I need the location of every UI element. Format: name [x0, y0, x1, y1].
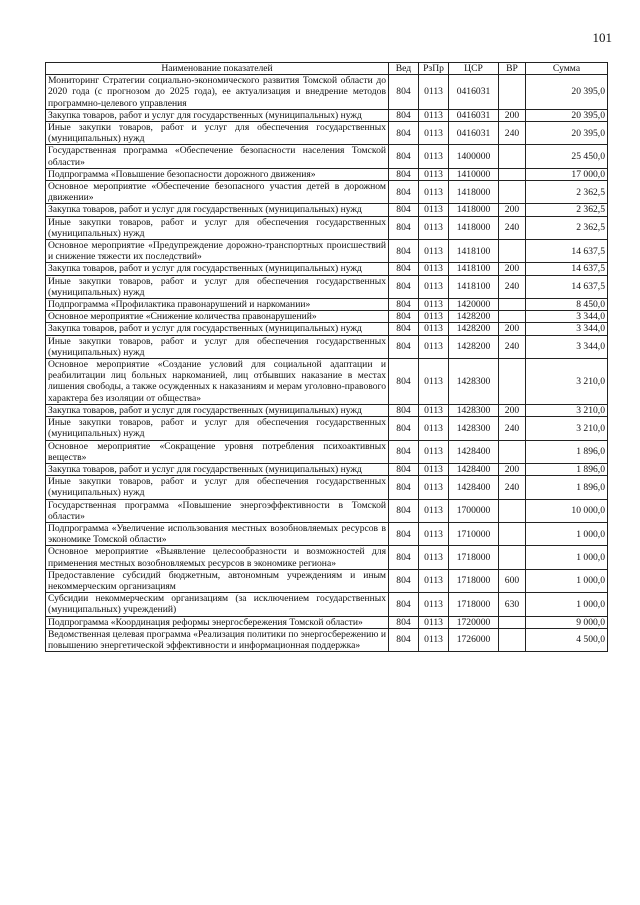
table-row	[46, 168, 608, 180]
cell-sum: 14 637,5	[526, 240, 608, 263]
cell-vr	[499, 616, 526, 628]
cell-vr: 240	[499, 122, 526, 145]
cell-sum: 17 000,0	[526, 168, 608, 180]
cell-csr: 1400000	[449, 145, 499, 168]
cell-vr	[499, 522, 526, 545]
cell-vr: 200	[499, 404, 526, 416]
cell-name: Закупка товаров, работ и услуг для государственных (муниципальных) нужд	[46, 463, 389, 475]
cell-name: Основное мероприятие «Снижение количества правонарушений»	[46, 311, 389, 323]
cell-rzpr: 0113	[419, 145, 449, 168]
cell-csr: 1410000	[449, 168, 499, 180]
cell-rzpr: 0113	[419, 109, 449, 121]
cell-csr: 0416031	[449, 122, 499, 145]
cell-vr	[499, 299, 526, 311]
cell-vr	[499, 75, 526, 110]
cell-sum: 2 362,5	[526, 204, 608, 216]
cell-name: Мониторинг Стратегии социально-экономического развития Томской области до 2020 года (с прогнозом до 2025 года), ее актуализация и внедрение методов программно-целевого управления	[46, 75, 389, 110]
cell-name: Ведомственная целевая программа «Реализация политики по энергосбережению и повышению энергетической эффективности и информационная поддержка»	[46, 628, 389, 651]
cell-ved: 804	[389, 75, 419, 110]
cell-sum: 20 395,0	[526, 75, 608, 110]
cell-sum: 25 450,0	[526, 145, 608, 168]
cell-csr: 1420000	[449, 299, 499, 311]
table-row	[46, 335, 608, 358]
header-vr: ВР	[499, 63, 526, 75]
table-row	[46, 463, 608, 475]
cell-csr: 1418000	[449, 181, 499, 204]
table-row	[46, 181, 608, 204]
cell-name: Закупка товаров, работ и услуг для государственных (муниципальных) нужд	[46, 263, 389, 275]
header-csr: ЦСР	[449, 63, 499, 75]
cell-csr: 1428400	[449, 463, 499, 475]
cell-name: Подпрограмма «Координация реформы энергосбережения Томской области»	[46, 616, 389, 628]
cell-csr: 0416031	[449, 109, 499, 121]
table-row	[46, 569, 608, 592]
cell-sum: 1 000,0	[526, 569, 608, 592]
cell-csr: 1418100	[449, 275, 499, 298]
cell-ved: 804	[389, 569, 419, 592]
cell-csr: 1428300	[449, 417, 499, 440]
cell-name: Иные закупки товаров, работ и услуг для обеспечения государственных (муниципальных) нужд	[46, 216, 389, 239]
table-row	[46, 204, 608, 216]
cell-ved: 804	[389, 145, 419, 168]
cell-ved: 804	[389, 593, 419, 616]
cell-sum: 1 000,0	[526, 522, 608, 545]
table-row	[46, 75, 608, 110]
cell-name: Иные закупки товаров, работ и услуг для обеспечения государственных (муниципальных) нужд	[46, 275, 389, 298]
cell-sum: 3 210,0	[526, 404, 608, 416]
cell-sum: 20 395,0	[526, 122, 608, 145]
cell-ved: 804	[389, 463, 419, 475]
cell-vr: 240	[499, 216, 526, 239]
cell-csr: 0416031	[449, 75, 499, 110]
cell-vr: 240	[499, 417, 526, 440]
table-row	[46, 546, 608, 569]
cell-name: Иные закупки товаров, работ и услуг для обеспечения государственных (муниципальных) нужд	[46, 476, 389, 499]
cell-csr: 1428400	[449, 440, 499, 463]
cell-rzpr: 0113	[419, 275, 449, 298]
cell-rzpr: 0113	[419, 404, 449, 416]
cell-csr: 1428200	[449, 335, 499, 358]
cell-vr	[499, 359, 526, 405]
cell-name: Закупка товаров, работ и услуг для государственных (муниципальных) нужд	[46, 404, 389, 416]
cell-rzpr: 0113	[419, 263, 449, 275]
cell-name: Основное мероприятие «Создание условий для социальной адаптации и реабилитации лиц больных наркоманией, лиц отбывших наказание в местах лишения свободы, а также осужденных к наказаниям и мерам уголовно-правового характера без изоляции от общества»	[46, 359, 389, 405]
cell-rzpr: 0113	[419, 522, 449, 545]
cell-sum: 3 344,0	[526, 311, 608, 323]
cell-sum: 10 000,0	[526, 499, 608, 522]
cell-ved: 804	[389, 359, 419, 405]
cell-ved: 804	[389, 546, 419, 569]
cell-name: Закупка товаров, работ и услуг для государственных (муниципальных) нужд	[46, 204, 389, 216]
cell-ved: 804	[389, 404, 419, 416]
cell-sum: 1 000,0	[526, 593, 608, 616]
cell-sum: 14 637,5	[526, 275, 608, 298]
cell-csr: 1418000	[449, 204, 499, 216]
cell-vr: 240	[499, 476, 526, 499]
cell-rzpr: 0113	[419, 335, 449, 358]
cell-name: Подпрограмма «Увеличение использования местных возобновляемых ресурсов в экономике Томской области»	[46, 522, 389, 545]
cell-rzpr: 0113	[419, 240, 449, 263]
cell-name: Подпрограмма «Профилактика правонарушений и наркомании»	[46, 299, 389, 311]
cell-name: Иные закупки товаров, работ и услуг для обеспечения государственных (муниципальных) нужд	[46, 122, 389, 145]
cell-ved: 804	[389, 168, 419, 180]
cell-rzpr: 0113	[419, 593, 449, 616]
cell-rzpr: 0113	[419, 299, 449, 311]
header-rzpr: РзПр	[419, 63, 449, 75]
cell-vr: 200	[499, 109, 526, 121]
budget-table	[45, 62, 608, 652]
cell-ved: 804	[389, 323, 419, 335]
cell-csr: 1710000	[449, 522, 499, 545]
cell-vr: 240	[499, 335, 526, 358]
cell-rzpr: 0113	[419, 546, 449, 569]
table-row	[46, 263, 608, 275]
cell-csr: 1718000	[449, 569, 499, 592]
cell-name: Закупка товаров, работ и услуг для государственных (муниципальных) нужд	[46, 109, 389, 121]
cell-name: Основное мероприятие «Выявление целесообразности и возможностей для применения местных возобновляемых ресурсов в экономике региона»	[46, 546, 389, 569]
table-row	[46, 440, 608, 463]
cell-sum: 4 500,0	[526, 628, 608, 651]
cell-rzpr: 0113	[419, 569, 449, 592]
table-row	[46, 417, 608, 440]
cell-sum: 3 210,0	[526, 417, 608, 440]
cell-vr	[499, 546, 526, 569]
table-row	[46, 499, 608, 522]
header-ved: Вед	[389, 63, 419, 75]
cell-csr: 1428200	[449, 323, 499, 335]
cell-csr: 1418100	[449, 263, 499, 275]
cell-sum: 14 637,5	[526, 263, 608, 275]
cell-vr: 240	[499, 275, 526, 298]
cell-vr	[499, 311, 526, 323]
cell-sum: 20 395,0	[526, 109, 608, 121]
cell-csr: 1720000	[449, 616, 499, 628]
cell-name: Иные закупки товаров, работ и услуг для обеспечения государственных (муниципальных) нужд	[46, 417, 389, 440]
cell-csr: 1718000	[449, 593, 499, 616]
cell-ved: 804	[389, 275, 419, 298]
cell-rzpr: 0113	[419, 440, 449, 463]
cell-name: Государственная программа «Повышение энергоэффективности в Томской области»	[46, 499, 389, 522]
header-sum: Сумма	[526, 63, 608, 75]
cell-ved: 804	[389, 122, 419, 145]
table-row	[46, 311, 608, 323]
cell-sum: 3 344,0	[526, 335, 608, 358]
cell-rzpr: 0113	[419, 463, 449, 475]
cell-ved: 804	[389, 440, 419, 463]
cell-csr: 1718000	[449, 546, 499, 569]
cell-sum: 3 344,0	[526, 323, 608, 335]
cell-rzpr: 0113	[419, 499, 449, 522]
cell-sum: 2 362,5	[526, 181, 608, 204]
cell-rzpr: 0113	[419, 323, 449, 335]
cell-rzpr: 0113	[419, 476, 449, 499]
cell-csr: 1428300	[449, 359, 499, 405]
table-row	[46, 122, 608, 145]
cell-sum: 1 896,0	[526, 440, 608, 463]
table-row	[46, 628, 608, 651]
table-row	[46, 216, 608, 239]
table-row	[46, 323, 608, 335]
cell-ved: 804	[389, 476, 419, 499]
cell-ved: 804	[389, 263, 419, 275]
cell-csr: 1418100	[449, 240, 499, 263]
cell-name: Субсидии некоммерческим организациям (за исключением государственных (муниципальных) учреждений)	[46, 593, 389, 616]
cell-sum: 2 362,5	[526, 216, 608, 239]
table-row	[46, 593, 608, 616]
page-number: 101	[592, 30, 612, 45]
cell-sum: 1 896,0	[526, 463, 608, 475]
cell-vr	[499, 499, 526, 522]
cell-rzpr: 0113	[419, 359, 449, 405]
cell-rzpr: 0113	[419, 616, 449, 628]
table-row	[46, 299, 608, 311]
cell-sum: 1 896,0	[526, 476, 608, 499]
cell-name: Основное мероприятие «Обеспечение безопасного участия детей в дорожном движении»	[46, 181, 389, 204]
cell-name: Закупка товаров, работ и услуг для государственных (муниципальных) нужд	[46, 323, 389, 335]
cell-vr	[499, 181, 526, 204]
table-row	[46, 145, 608, 168]
cell-csr: 1726000	[449, 628, 499, 651]
header-name: Наименование показателей	[46, 63, 389, 75]
cell-ved: 804	[389, 240, 419, 263]
cell-rzpr: 0113	[419, 168, 449, 180]
cell-rzpr: 0113	[419, 181, 449, 204]
cell-vr: 200	[499, 463, 526, 475]
cell-csr: 1428200	[449, 311, 499, 323]
cell-ved: 804	[389, 181, 419, 204]
cell-vr	[499, 628, 526, 651]
cell-csr: 1418000	[449, 216, 499, 239]
cell-ved: 804	[389, 522, 419, 545]
cell-vr: 200	[499, 323, 526, 335]
table-row	[46, 275, 608, 298]
cell-csr: 1428300	[449, 404, 499, 416]
cell-vr	[499, 168, 526, 180]
cell-ved: 804	[389, 216, 419, 239]
cell-vr	[499, 440, 526, 463]
table-row	[46, 109, 608, 121]
table-row	[46, 240, 608, 263]
cell-vr	[499, 145, 526, 168]
cell-ved: 804	[389, 311, 419, 323]
cell-rzpr: 0113	[419, 216, 449, 239]
cell-ved: 804	[389, 335, 419, 358]
cell-vr: 600	[499, 569, 526, 592]
cell-vr	[499, 240, 526, 263]
cell-rzpr: 0113	[419, 311, 449, 323]
table-row	[46, 616, 608, 628]
cell-name: Основное мероприятие «Сокращение уровня потребления психоактивных веществ»	[46, 440, 389, 463]
cell-rzpr: 0113	[419, 628, 449, 651]
table-row	[46, 522, 608, 545]
cell-ved: 804	[389, 109, 419, 121]
cell-name: Предоставление субсидий бюджетным, автономным учреждениям и иным некоммерческим организациям	[46, 569, 389, 592]
cell-rzpr: 0113	[419, 75, 449, 110]
cell-name: Подпрограмма «Повышение безопасности дорожного движения»	[46, 168, 389, 180]
cell-csr: 1700000	[449, 499, 499, 522]
table-row	[46, 476, 608, 499]
cell-ved: 804	[389, 616, 419, 628]
cell-vr: 200	[499, 263, 526, 275]
cell-sum: 3 210,0	[526, 359, 608, 405]
cell-rzpr: 0113	[419, 122, 449, 145]
cell-ved: 804	[389, 299, 419, 311]
cell-sum: 9 000,0	[526, 616, 608, 628]
table-header-row	[46, 63, 608, 75]
cell-ved: 804	[389, 417, 419, 440]
cell-sum: 1 000,0	[526, 546, 608, 569]
cell-sum: 8 450,0	[526, 299, 608, 311]
cell-csr: 1428400	[449, 476, 499, 499]
cell-name: Государственная программа «Обеспечение безопасности населения Томской области»	[46, 145, 389, 168]
cell-name: Иные закупки товаров, работ и услуг для обеспечения государственных (муниципальных) нужд	[46, 335, 389, 358]
cell-vr: 630	[499, 593, 526, 616]
table-row	[46, 404, 608, 416]
cell-rzpr: 0113	[419, 417, 449, 440]
cell-rzpr: 0113	[419, 204, 449, 216]
cell-name: Основное мероприятие «Предупреждение дорожно-транспортных происшествий и снижение тяжести их последствий»	[46, 240, 389, 263]
cell-ved: 804	[389, 204, 419, 216]
cell-vr: 200	[499, 204, 526, 216]
cell-ved: 804	[389, 628, 419, 651]
cell-ved: 804	[389, 499, 419, 522]
table-row	[46, 359, 608, 405]
